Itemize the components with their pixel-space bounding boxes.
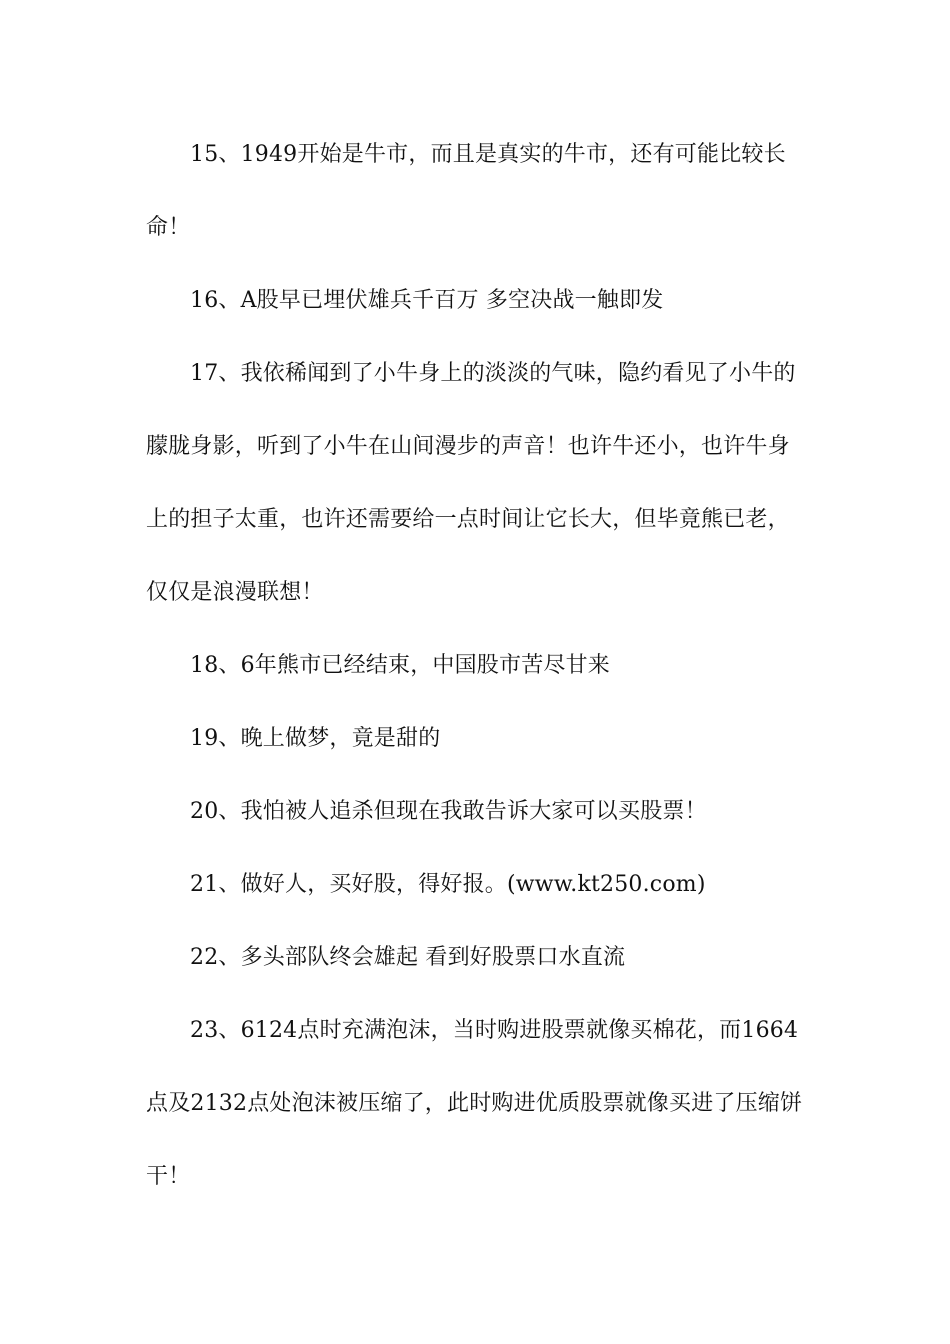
paragraph-15: 15、1949开始是牛市，而且是真实的牛市，还有可能比较长命！ [146,142,786,240]
paragraph-17: 17、我依稀闻到了小牛身上的淡淡的气味，隐约看见了小牛的朦胧身影，听到了小牛在山间漫步的声音！也许牛还小，也许牛身上的担子太重，也许还需要给一点时间让它长大，但毕竟熊已老，仅仅是浪漫联想！ [146,361,796,605]
paragraph-16: 16、A股早已埋伏雄兵千百万 多空决战一触即发 [190,288,664,313]
paragraph-23: 23、6124点时充满泡沫，当时购进股票就像买棉花，而1664点及2132点处泡沫被压缩了，此时购进优质股票就像买进了压缩饼干！ [146,1018,803,1189]
paragraph-20: 20、我怕被人追杀但现在我敢告诉大家可以买股票！ [190,799,707,824]
paragraph-21: 21、做好人，买好股，得好报。(www.kt250.com) [190,872,706,897]
paragraph-22: 22、多头部队终会雄起 看到好股票口水直流 [190,945,626,970]
document-body [146,118,808,1213]
paragraph-19: 19、晚上做梦，竟是甜的 [190,726,441,751]
paragraph-18: 18、6年熊市已经结束，中国股市苦尽甘来 [190,653,610,678]
